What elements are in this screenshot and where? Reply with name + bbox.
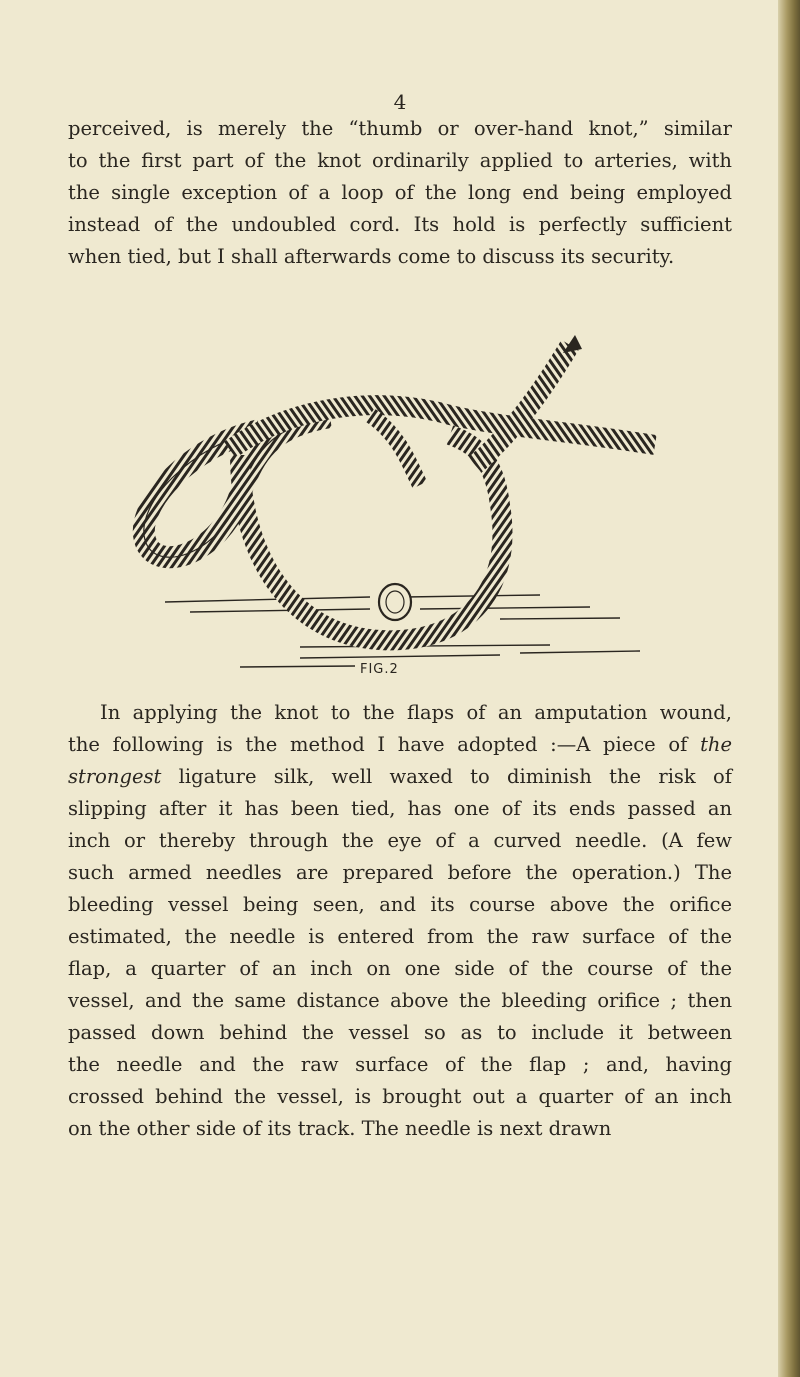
text-line: to the first part of the knot ordinarily applied to arteries, with xyxy=(68,149,732,172)
paragraph-knot-description xyxy=(68,113,732,273)
text-line: crossed behind the vessel, is brought out a quarter of an inch xyxy=(68,1085,732,1108)
text-line: passed down behind the vessel so as to include it between xyxy=(68,1021,732,1044)
text-line: on the other side of its track. The needle is next drawn xyxy=(68,1117,612,1140)
paragraph-method xyxy=(68,697,732,1145)
text-line: In applying the knot to the flaps of an amputation wound, xyxy=(100,701,732,724)
rope-rising-end xyxy=(475,345,570,465)
text-line: the needle and the raw surface of the flap ; and, having xyxy=(68,1053,732,1076)
text-line: estimated, the needle is entered from the raw surface of the xyxy=(68,925,732,948)
knot-illustration xyxy=(120,335,665,680)
text-line xyxy=(68,761,732,793)
figure-caption: FIG.2 xyxy=(360,662,399,677)
text-run: ligature silk, well waxed to diminish the risk of xyxy=(178,765,732,788)
vessel-orifice xyxy=(379,584,411,620)
text-line: inch or thereby through the eye of a curved needle. (A few xyxy=(68,829,732,852)
rope-inner-strand xyxy=(370,415,420,485)
text-line: perceived, is merely the “thumb or over-hand knot,” similar xyxy=(68,117,732,140)
text-line: bleeding vessel being seen, and its course above the orifice xyxy=(68,893,732,916)
text-line: when tied, but I shall afterwards come to discuss its security. xyxy=(68,245,675,268)
text-line: vessel, and the same distance above the bleeding orifice ; then xyxy=(68,989,732,1012)
text-line: slipping after it has been tied, has one of its ends passed an xyxy=(68,797,732,820)
rope-main-loop xyxy=(240,435,502,640)
text-line: flap, a quarter of an inch on one side of the course of the xyxy=(68,957,732,980)
page-edge-shadow xyxy=(778,0,800,1377)
rope-top-band xyxy=(230,405,655,450)
text-line: such armed needles are prepared before the operation.) The xyxy=(68,861,732,884)
emphasis: strongest xyxy=(68,765,162,788)
emphasis: the xyxy=(700,733,732,756)
text-line xyxy=(68,729,732,761)
text-line: the single exception of a loop of the long end being employed xyxy=(68,181,732,204)
page-number: 4 xyxy=(393,90,407,114)
text-run: the following is the method I have adopted :—A piece of xyxy=(68,733,688,756)
text-line: instead of the undoubled cord. Its hold is perfectly sufficient xyxy=(68,213,732,236)
